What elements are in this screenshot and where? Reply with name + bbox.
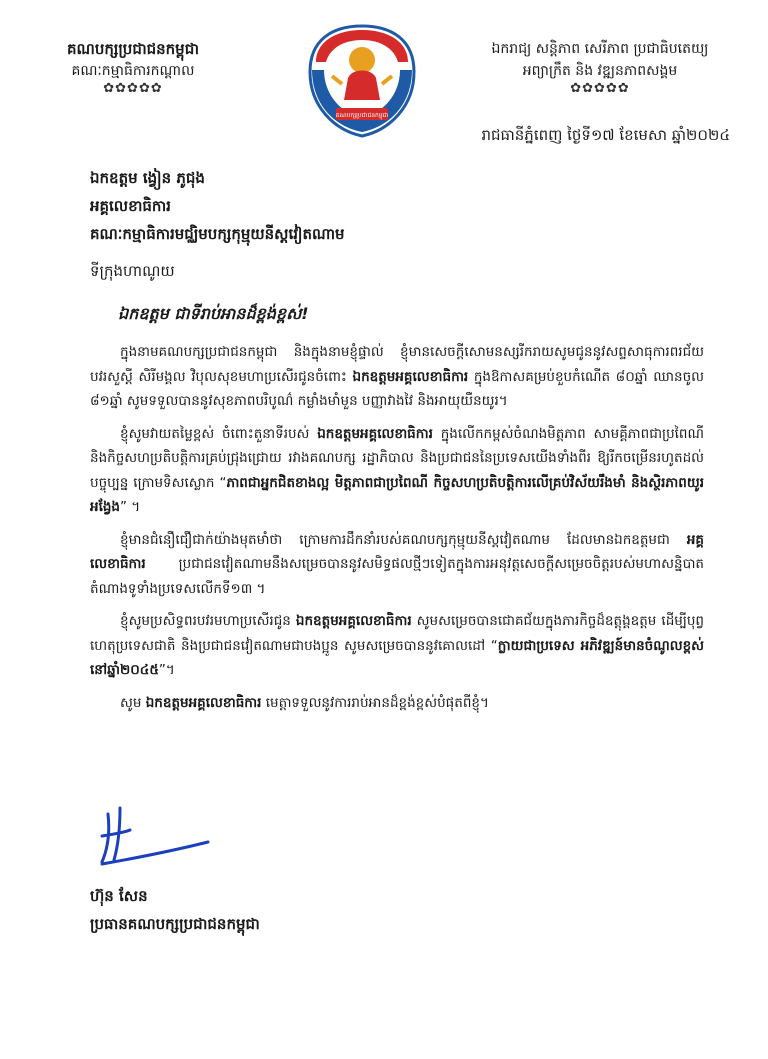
p5-text-c: មេត្តាទទួលនូវការរាប់អានដ៏ខ្ពង់ខ្ពស់បំផុតពីខ្ញុំ។ xyxy=(265,694,489,711)
logo-text: គណបក្សប្រជាជនកម្ពុជា xyxy=(335,112,389,119)
p2-slogan: ភាពជាអ្នកជិតខាងល្អ មិត្តភាពជាប្រពៃណី កិច្ចសហប្រតិបត្តិការលើគ្រប់វិស័យរឹងមាំ និងស្ថិរភាពយូរអង្វែង xyxy=(90,474,704,515)
p3-text-a: ខ្ញុំមានជំនឿជឿជាក់យ៉ាងមុតមាំថា ក្រោមការដឹកនាំរបស់គណបក្សកុម្មុយនីស្តវៀតណាម ដែលមានឯកឧត្តមជា xyxy=(120,531,670,548)
signatory-name: ហ៊ុន សែន xyxy=(90,887,148,905)
committee-name: គណៈកម្មាធិការកណ្តាល xyxy=(71,63,195,79)
addressee-city: ទីក្រុងហាណូយ xyxy=(90,262,175,280)
p4-bold: ឯកឧត្តមអគ្គលេខាធិការ xyxy=(295,613,412,629)
party-logo-icon xyxy=(302,22,422,140)
p1-text-c: ក្នុងឱកាសគម្រប់ខួបកំណើត ៨០ឆ្នាំ ឈានចូល ៨១ឆ្នាំ សូមទទួលបាននូវសុខភាពបរិបូណ៌ កម្លាំងមាំមួន បញ្ញាវាងវៃ និងអាយុយឺនយូរ។ xyxy=(90,368,705,409)
p4-text-e: ”។ xyxy=(158,662,175,678)
addressee-title: អគ្គលេខាធិការ xyxy=(90,197,171,215)
p4-text-c: សូមសម្រេចបានជោគជ័យក្នុងភារកិច្ចដ៏ឧត្តុង្គឧត្តម ដើម្បីបុព្វហេតុប្រទេសជាតិ និងប្រជាជនវៀតណាមជាបងប្អូន សូមសម្រេចបាននូវគោលដៅ “ xyxy=(90,613,704,654)
paragraph-3 xyxy=(90,528,704,602)
letter-body xyxy=(90,340,704,715)
signature xyxy=(96,802,216,872)
paragraph-2 xyxy=(90,422,704,520)
salutation: ឯកឧត្តម ជាទីរាប់អានដ៏ខ្ពង់ខ្ពស់! xyxy=(118,304,309,323)
party-header xyxy=(28,38,238,96)
p4-goal: ក្លាយជាប្រទេស អភិវឌ្ឍន៍មានចំណូលខ្ពស់នៅឆ្នាំ២០៤៥ xyxy=(90,637,704,678)
p4-text-a: ខ្ញុំសូមប្រសិទ្ធពរបវរមហាប្រសើរជូន xyxy=(120,613,291,629)
date-line: រាជធានីភ្នំពេញ ថ្ងៃទី១៧ ខែមេសា ឆ្នាំ២០២៤ xyxy=(481,126,730,144)
p2-text-a: ខ្ញុំសូមវាយតម្លៃខ្ពស់ ចំពោះតួនាទីរបស់ xyxy=(120,425,310,442)
ornament-left: ✿✿✿✿✿ xyxy=(103,81,163,96)
p2-text-c: ក្នុងលើកកម្ពស់ចំណងមិត្តភាព សាមគ្គីភាពជាប្រពៃណី និងកិច្ចសហប្រតិបត្តិការគ្រប់ជ្រុងជ្រោយ រវាងគណបក្ស រដ្ឋាភិបាល និងប្រជាជននៃប្រទេសយើងទាំងពីរ ឱ្យរីកចម្រើនរហូតដល់បច្ចុប្បន្ន ក្រោមទិសស្លោក “ xyxy=(90,425,704,491)
paragraph-4 xyxy=(90,609,704,683)
p2-text-e: ” ។ xyxy=(120,499,141,515)
paragraph-1 xyxy=(90,340,704,414)
paragraph-5 xyxy=(90,691,704,716)
ornament-right: ✿✿✿✿✿ xyxy=(570,81,630,96)
party-name: គណបក្សប្រជាជនកម្ពុជា xyxy=(67,40,199,58)
p1-text-a: ក្នុងនាមគណបក្សប្រជាជនកម្ពុជា និងក្នុងនាមខ្ញុំផ្ទាល់ ខ្ញុំមានសេចក្តីសោមនស្សរីករាយសូមជូននូវសព្ទសាធុការពរជ័យ បវរសួស្តី សិរីមង្គល វិបុលសុខមហាប្រសើរជូនចំពោះ xyxy=(90,344,704,385)
p5-text-a: សូម xyxy=(120,694,142,711)
p3-bold: អគ្គលេខាធិការ xyxy=(90,531,704,572)
signature-icon xyxy=(96,802,216,872)
p1-bold: ឯកឧត្តមអគ្គលេខាធិការ xyxy=(352,368,469,385)
p2-bold: ឯកឧត្តមអគ្គលេខាធិការ xyxy=(317,425,433,442)
party-logo xyxy=(302,22,422,140)
motto-line-1: ឯករាជ្យ សន្តិភាព សេរីភាព ប្រជាធិបតេយ្យ xyxy=(491,41,709,57)
addressee-org: គណៈកម្មាធិការមជ្ឈិមបក្សកុម្មុយនីស្តវៀតណាម xyxy=(90,225,345,243)
signatory-title: ប្រធានគណបក្សប្រជាជនកម្ពុជា xyxy=(90,915,260,933)
addressee-name: ឯកឧត្តម ង្វៀន ភូជុង xyxy=(90,169,205,187)
p3-text-c: ប្រជាជនវៀតណាមនឹងសម្រេចបាននូវសមិទ្ធផលថ្មីៗទៀតក្នុងការអនុវត្តសេចក្តីសម្រេចចិត្តរបស់មហាសន្និបាតតំណាងទូទាំងប្រទេសលើកទី១៣ ។ xyxy=(90,556,704,597)
motto-line-2: អព្យាក្រឹត និង វឌ្ឍនភាពសង្គម xyxy=(522,63,678,79)
kingdom-motto xyxy=(455,38,745,96)
p5-bold: ឯកឧត្តមអគ្គលេខាធិការ xyxy=(145,694,262,711)
